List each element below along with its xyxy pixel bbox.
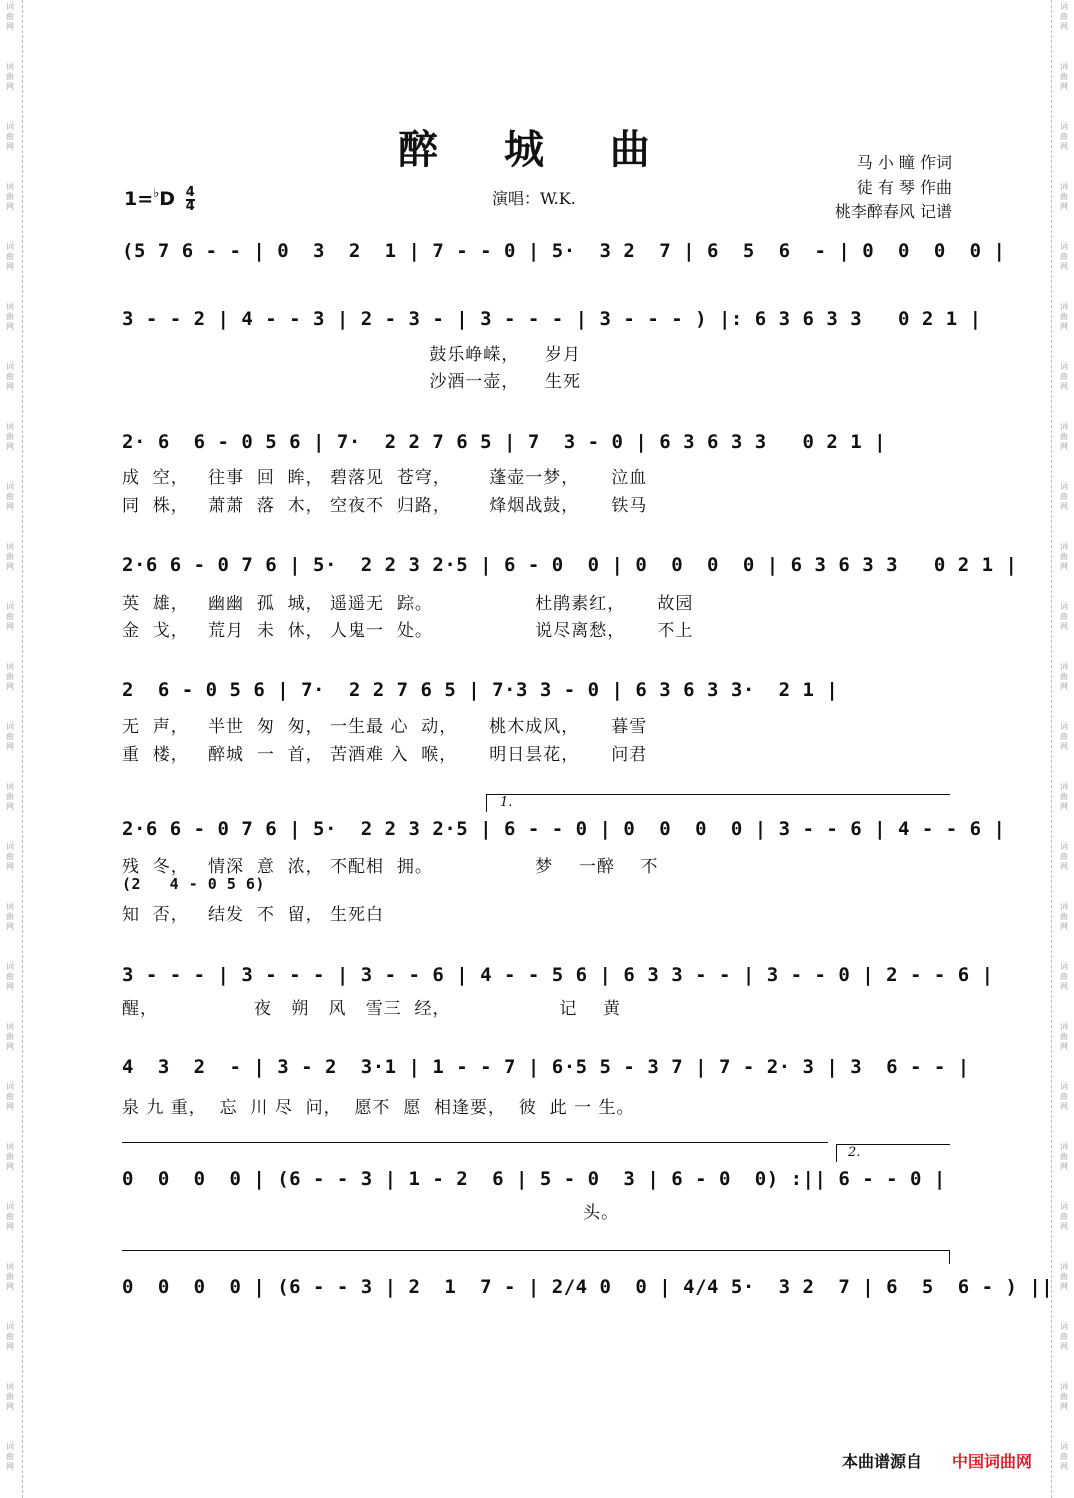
margin-watermark: 词曲网 — [1060, 422, 1068, 451]
margin-watermark: 词曲网 — [6, 1262, 14, 1291]
margin-watermark: 词曲网 — [6, 242, 14, 271]
margin-watermark: 词曲网 — [1060, 902, 1068, 931]
source-label: 本曲谱源自 — [842, 1452, 923, 1471]
margin-watermark: 词曲网 — [1060, 122, 1068, 151]
margin-watermark: 词曲网 — [6, 602, 14, 631]
margin-watermark: 词曲网 — [1060, 62, 1068, 91]
lyricist-credit: 马 小 瞳 作词 — [856, 153, 952, 172]
score-row-1: (5 7 6 - - | 0 3 2 1 | 7 - - 0 | 5· 3 2 7 | 6 5 6 - | 0 0 0 0 | — [122, 240, 1006, 262]
score-row-7: 3 - - - | 3 - - - | 3 - - 6 | 4 - - 5 6 | 6 3 3 - - | 3 - - 0 | 2 - - 6 | — [122, 964, 994, 986]
margin-watermark: 词曲网 — [6, 1142, 14, 1171]
score-row-9: 0 0 0 0 | (6 - - 3 | 1 - 2 6 | 5 - 0 3 | 6 - 0 0) :|| 6 - - 0 | — [122, 1168, 946, 1190]
composer-credit: 徒 有 琴 作曲 — [856, 178, 952, 197]
score-row-2: 3 - - 2 | 4 - - 3 | 2 - 3 - | 3 - - - | 3 - - - ) |: 6 3 6 3 3 0 2 1 | — [122, 308, 982, 330]
lyric-row-8: 泉 九 重， 忘 川 尽 问， 愿不 愿 相逢要， 彼 此 一 生。 — [122, 1098, 635, 1118]
margin-watermark: 词曲网 — [1060, 1322, 1068, 1351]
margin-watermark: 词曲网 — [6, 182, 14, 211]
time-signature: $\frac{4}{4}$ — [185, 184, 195, 214]
alternate-notes-row-6: (2 4 - 0 5 6) — [122, 875, 265, 893]
volta-2-label: 2. — [848, 1145, 861, 1160]
margin-watermark: 词曲网 — [1060, 602, 1068, 631]
margin-watermark: 词曲网 — [1060, 1382, 1068, 1411]
margin-watermark: 词曲网 — [1060, 842, 1068, 871]
lyric-row-4-verse-2: 金 戈， 荒月 未 休， 人鬼一 处。 说尽离愁， 不上 — [122, 621, 694, 641]
score-row-8: 4 3 2 - | 3 - 2 3·1 | 1 - - 7 | 6·5 5 - 3 7 | 7 - 2· 3 | 3 6 - - | — [122, 1056, 970, 1078]
lyric-row-7: 醒， 夜 朔 风 雪三 经， 记 黄 — [122, 999, 621, 1019]
row-10-top-rule — [122, 1250, 950, 1251]
margin-watermark: 词曲网 — [1060, 1022, 1068, 1051]
margin-watermark: 词曲网 — [6, 1022, 14, 1051]
row-9-top-rule — [122, 1142, 828, 1143]
margin-watermark: 词曲网 — [6, 2, 14, 31]
score-row-6: 2·6 6 - 0 7 6 | 5· 2 2 3 2·5 | 6 - - 0 | 0 0 0 0 | 3 - - 6 | 4 - - 6 | — [122, 818, 1006, 840]
margin-watermark: 词曲网 — [6, 362, 14, 391]
margin-watermark: 词曲网 — [6, 122, 14, 151]
score-row-10: 0 0 0 0 | (6 - - 3 | 2 1 7 - | 2/4 0 0 | 4/4 5· 3 2 7 | 6 5 6 - ) || — [122, 1276, 1054, 1298]
margin-watermark: 词曲网 — [1060, 2, 1068, 31]
margin-watermark: 词曲网 — [6, 62, 14, 91]
margin-watermark: 词曲网 — [1060, 1142, 1068, 1171]
score-row-5: 2 6 - 0 5 6 | 7· 2 2 7 6 5 | 7·3 3 - 0 | 6 3 6 3 3· 2 1 | — [122, 679, 839, 701]
score-row-3: 2· 6 6 - 0 5 6 | 7· 2 2 7 6 5 | 7 3 - 0 | 6 3 6 3 3 0 2 1 | — [122, 431, 887, 453]
margin-watermark: 词曲网 — [1060, 482, 1068, 511]
lyric-row-5-verse-2: 重 楼， 醉城 一 首， 苦酒难 入 喉， 明日昙花， 问君 — [122, 745, 648, 765]
margin-watermark: 词曲网 — [1060, 302, 1068, 331]
margin-watermark: 词曲网 — [6, 1202, 14, 1231]
margin-watermark: 词曲网 — [1060, 662, 1068, 691]
margin-watermark: 词曲网 — [6, 482, 14, 511]
lyric-row-3-verse-2: 同 株， 萧萧 落 木， 空夜不 归路， 烽烟战鼓， 铁马 — [122, 496, 648, 516]
singer-credit: 演唱：W.K. — [492, 189, 576, 208]
margin-watermark: 词曲网 — [1060, 362, 1068, 391]
margin-watermark: 词曲网 — [6, 1082, 14, 1111]
volta-1-bracket-tick — [486, 794, 487, 812]
margin-watermark: 词曲网 — [6, 302, 14, 331]
volta-1-bracket — [486, 794, 950, 795]
margin-watermark: 词曲网 — [6, 662, 14, 691]
site-name-link[interactable]: 中国词曲网 — [952, 1452, 1033, 1471]
margin-watermark: 词曲网 — [6, 1322, 14, 1351]
margin-watermark: 词曲网 — [6, 1442, 14, 1471]
transcriber-credit: 桃李醉春风 记谱 — [834, 202, 952, 221]
margin-watermark: 词曲网 — [1060, 722, 1068, 751]
margin-watermark: 词曲网 — [6, 422, 14, 451]
margin-watermark: 词曲网 — [1060, 1442, 1068, 1471]
lyric-row-5-verse-1: 无 声， 半世 匆 匆， 一生最 心 动， 桃木成风， 暮雪 — [122, 717, 648, 737]
margin-watermark: 词曲网 — [6, 782, 14, 811]
lyric-row-2-verse-2: 沙酒一壶， 生死 — [122, 372, 581, 392]
song-title: 醉 城 曲 — [398, 126, 676, 173]
margin-watermark: 词曲网 — [6, 542, 14, 571]
margin-watermark: 词曲网 — [1060, 542, 1068, 571]
margin-watermark: 词曲网 — [6, 842, 14, 871]
row-10-top-rule-tick — [949, 1250, 950, 1264]
margin-watermark: 词曲网 — [6, 902, 14, 931]
margin-watermark: 词曲网 — [1060, 782, 1068, 811]
score-row-4: 2·6 6 - 0 7 6 | 5· 2 2 3 2·5 | 6 - 0 0 | 0 0 0 0 | 6 3 6 3 3 0 2 1 | — [122, 554, 1018, 576]
lyric-row-6-verse-2: 知 否， 结发 不 留， 生死白 — [122, 905, 385, 925]
lyric-row-6-verse-1: 残 冬， 情深 意 浓， 不配相 拥。 梦 一醉 不 — [122, 857, 659, 877]
margin-watermark: 词曲网 — [6, 722, 14, 751]
margin-watermark: 词曲网 — [1060, 242, 1068, 271]
volta-2-bracket-tick — [836, 1144, 837, 1162]
margin-watermark: 词曲网 — [1060, 182, 1068, 211]
lyric-row-4-verse-1: 英 雄， 幽幽 孤 城， 遥遥无 踪。 杜鹃素红， 故园 — [122, 594, 694, 614]
key-signature: 1=♭D $\frac{4}{4}$ — [124, 184, 195, 214]
lyric-row-9: 头。 — [122, 1203, 620, 1223]
margin-watermark: 词曲网 — [6, 1382, 14, 1411]
margin-watermark: 词曲网 — [1060, 1082, 1068, 1111]
margin-watermark: 词曲网 — [1060, 962, 1068, 991]
volta-1-label: 1. — [500, 795, 513, 810]
lyric-row-2-verse-1: 鼓乐峥嵘， 岁月 — [122, 345, 581, 365]
margin-watermark: 词曲网 — [1060, 1262, 1068, 1291]
margin-watermark: 词曲网 — [6, 962, 14, 991]
lyric-row-3-verse-1: 成 空， 往事 回 眸， 碧落见 苍穹， 蓬壶一梦， 泣血 — [122, 468, 648, 488]
margin-watermark: 词曲网 — [1060, 1202, 1068, 1231]
